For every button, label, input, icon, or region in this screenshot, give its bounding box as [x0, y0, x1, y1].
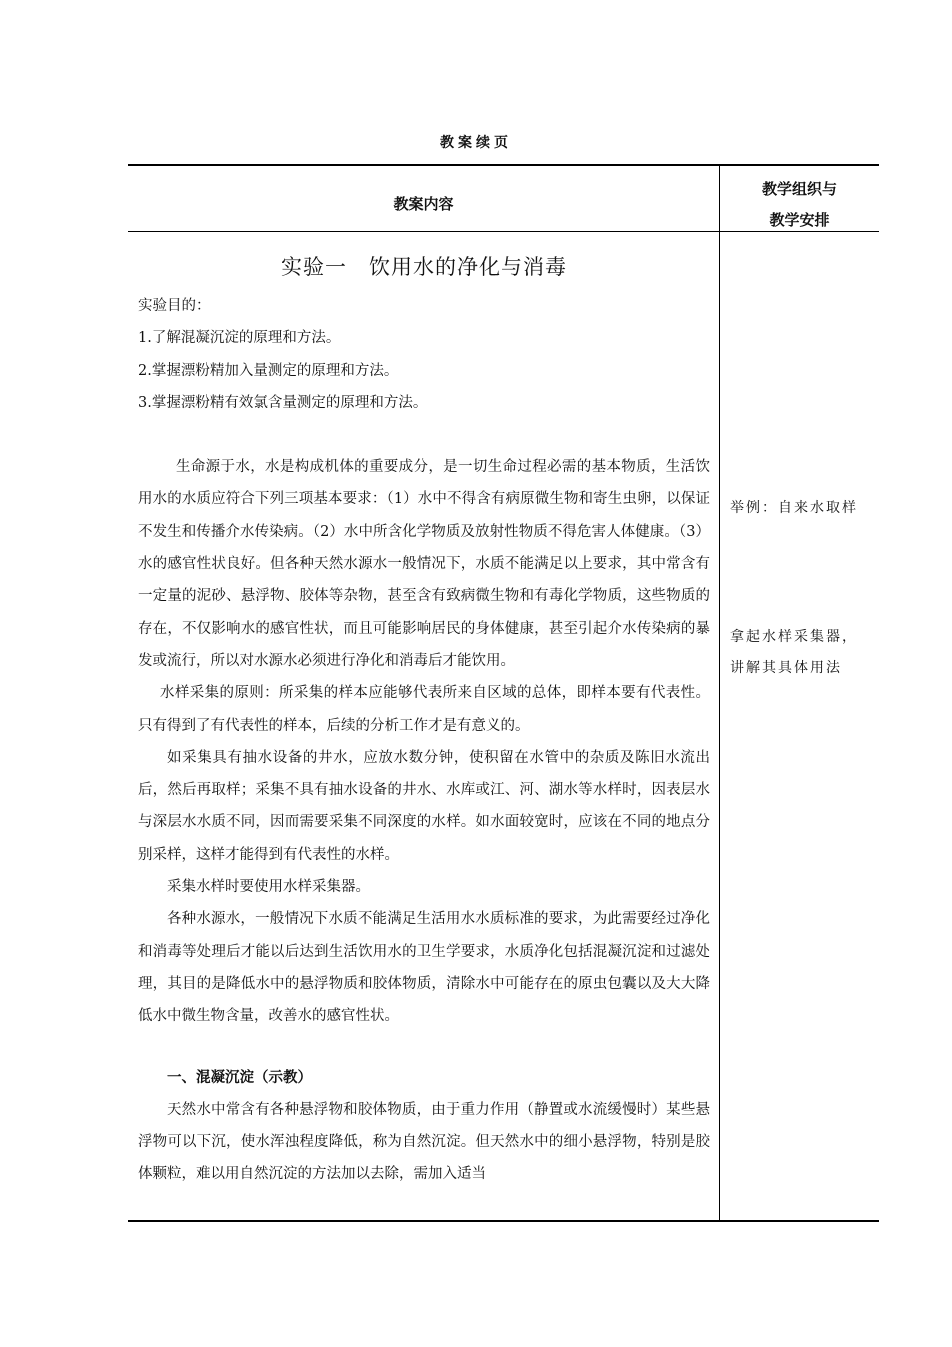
sampling-method-paragraph: 如采集具有抽水设备的井水，应放水数分钟，使积留在水管中的杂质及陈旧水流出后，然后再取样；采集不具有抽水设备的井水、水库或江、河、湖水等水样时，因表层水与深层水水质不同，因而需要采集不同深度的水样。如水面较宽时，应该在不同的地点分别采样，这样才能得到有代表性的水样。 — [138, 749, 710, 863]
experiment-number: 实验一 — [281, 255, 347, 279]
lesson-content — [138, 232, 710, 1191]
side-note-sampler-line1: 拿起水样采集器， — [730, 629, 858, 645]
objective-item: 3.掌握漂粉精有效氯含量测定的原理和方法。 — [138, 394, 428, 411]
side-note-sampler — [730, 622, 875, 684]
lesson-plan-table — [128, 164, 879, 1222]
arrangement-header-line1: 教学组织与 — [761, 180, 837, 198]
section-heading: 一、混凝沉淀（示教） — [167, 1068, 312, 1086]
side-note-example: 举例：自来水取样 — [730, 500, 858, 516]
experiment-name: 饮用水的净化与消毒 — [369, 255, 567, 279]
objectives — [138, 290, 710, 419]
objective-item: 2.掌握漂粉精加入量测定的原理和方法。 — [138, 362, 399, 379]
purification-paragraph: 各种水源水，一般情况下水质不能满足生活用水水质标准的要求，为此需要经过净化和消毒等处理后才能以后达到生活饮用水的卫生学要求，水质净化包括混凝沉淀和过滤处理，其目的是降低水中的悬浮物质和胶体物质，清除水中可能存在的原虫包囊以及大大降低水中微生物含量，改善水的感官性状。 — [138, 911, 710, 1025]
arrangement-column-header — [720, 174, 879, 236]
sampler-paragraph: 采集水样时要使用水样采集器。 — [167, 879, 370, 896]
intro-paragraph: 生命源于水，水是构成机体的重要成分，是一切生命过程必需的基本物质，生活饮用水的水质应符合下列三项基本要求：（1）水中不得含有病原微生物和寄生虫卵，以保证不发生和传播介水传染病。（2）水中所含化学物质及放射性物质不得危害人体健康。（3）水的感官性状良好。但各种天然水源水一般情况下，水质不能满足以上要求，其中常含有一定量的泥砂、悬浮物、胶体等杂物，甚至含有致病微生物和有毒化学物质，这些物质的存在，不仅影响水的感官性状，而且可能影响居民的身体健康，甚至引起介水传染病的暴发或流行，所以对水源水必须进行净化和消毒后才能饮用。 — [138, 459, 710, 669]
content-column-header: 教案内容 — [393, 195, 454, 213]
column-divider — [719, 166, 720, 1220]
side-note-sampler-line2: 讲解其具体用法 — [730, 660, 842, 676]
experiment-title — [138, 251, 710, 283]
sampling-principle-paragraph: 水样采集的原则：所采集的样本应能够代表所来自区域的总体，即样本要有代表性。只有得到了有代表性的样本，后续的分析工作才是有意义的。 — [138, 685, 710, 734]
coagulation-paragraph: 天然水中常含有各种悬浮物和胶体物质，由于重力作用（静置或水流缓慢时）某些悬浮物可以下沉，使水浑浊程度降低，称为自然沉淀。但天然水中的细小悬浮物，特别是胶体颗粒，难以用自然沉淀的方法加以去除，需加入适当 — [138, 1101, 710, 1183]
page-header: 教案续页 — [440, 135, 512, 151]
objectives-heading: 实验目的： — [138, 298, 211, 314]
arrangement-header-line2: 教学安排 — [769, 211, 830, 229]
objective-item: 1.了解混凝沉淀的原理和方法。 — [138, 330, 341, 347]
